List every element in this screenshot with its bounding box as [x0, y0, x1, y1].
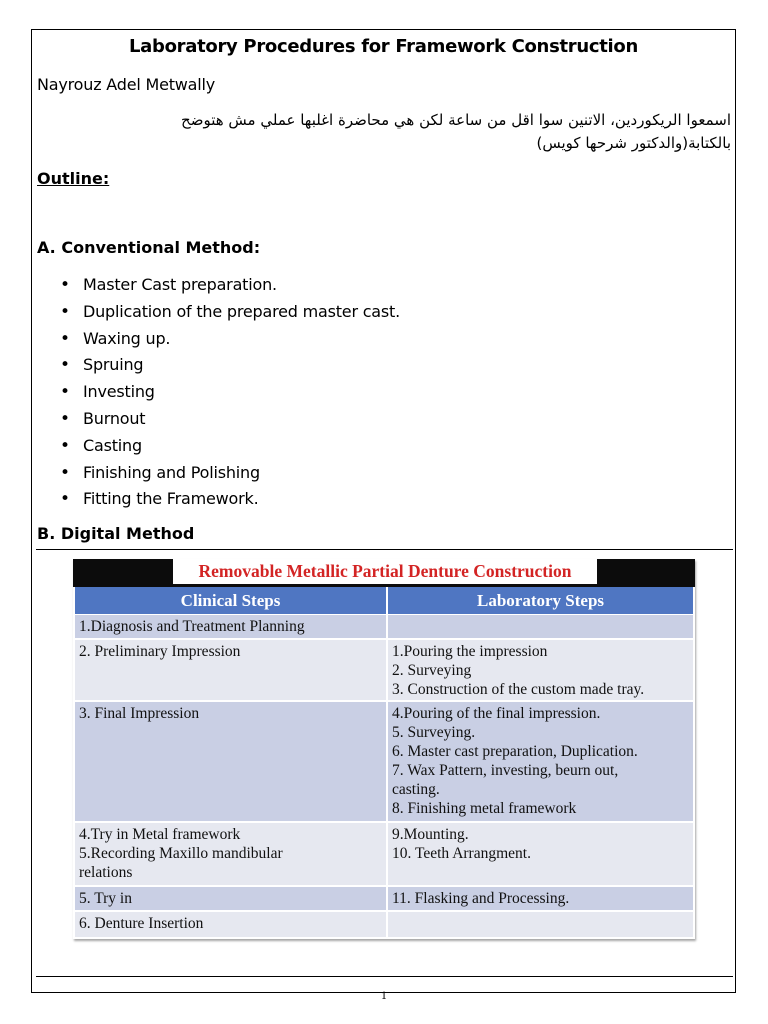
cell-line: 5. Try in — [79, 890, 132, 907]
cell-line: 4.Pouring of the final impression. — [392, 705, 601, 722]
list-item: • Investing — [0, 381, 400, 408]
cell-line: 4.Try in Metal framework — [79, 826, 241, 843]
cell-line: 5.Recording Maxillo mandibular — [79, 845, 283, 862]
table-row — [75, 640, 693, 700]
cell-line: 8. Finishing metal framework — [392, 800, 577, 817]
laboratory-cell — [388, 887, 693, 910]
list-item: • Waxing up. — [0, 328, 400, 355]
figure-title: Removable Metallic Partial Denture Construction — [173, 559, 597, 584]
table-row — [75, 615, 693, 638]
author-name: Nayrouz Adel Metwally — [37, 75, 216, 94]
table-row — [75, 912, 693, 937]
cell-line: 7. Wax Pattern, investing, beurn out, — [392, 762, 619, 779]
cell-line: 11. Flasking and Processing. — [392, 890, 570, 907]
figure-header-bar — [73, 559, 695, 587]
section-a-heading: A. Conventional Method: — [37, 238, 261, 257]
list-item: • Finishing and Polishing — [0, 462, 400, 489]
column-header-clinical: Clinical Steps — [75, 587, 386, 614]
conventional-method-list — [0, 274, 400, 515]
arabic-note-line-1: اسمعوا الريكوردين، الاتنين سوا اقل من ساعة لكن هي محاضرة اغلبها عملي مش هتوضح — [181, 111, 731, 129]
clinical-cell — [75, 640, 386, 700]
cell-line: 3. Final Impression — [79, 705, 200, 722]
section-b-heading: B. Digital Method — [37, 524, 195, 543]
cell-line: 10. Teeth Arrangment. — [392, 845, 531, 862]
list-item: • Master Cast preparation. — [0, 274, 400, 301]
laboratory-cell — [388, 702, 693, 821]
cell-line: 3. Construction of the custom made tray. — [392, 681, 645, 698]
laboratory-cell — [388, 615, 693, 638]
table-row — [75, 823, 693, 885]
list-item: • Fitting the Framework. — [0, 488, 400, 515]
clinical-cell — [75, 887, 386, 910]
cell-line: 2. Surveying — [392, 662, 472, 679]
laboratory-cell — [388, 823, 693, 885]
horizontal-rule — [36, 549, 733, 550]
column-header-laboratory: Laboratory Steps — [388, 587, 693, 614]
cell-line: relations — [79, 864, 133, 881]
clinical-cell — [75, 615, 386, 638]
table-row — [75, 702, 693, 821]
laboratory-cell — [388, 640, 693, 700]
list-item: • Burnout — [0, 408, 400, 435]
cell-line: 1.Diagnosis and Treatment Planning — [79, 618, 305, 635]
cell-line: casting. — [392, 781, 440, 798]
list-item: • Duplication of the prepared master cast. — [0, 301, 400, 328]
clinical-cell — [75, 702, 386, 821]
table-row — [75, 887, 693, 910]
cell-line: 2. Preliminary Impression — [79, 643, 241, 660]
clinical-cell — [75, 823, 386, 885]
cell-line: 6. Denture Insertion — [79, 915, 204, 932]
cell-line: 1.Pouring the impression — [392, 643, 548, 660]
list-item: • Spruing — [0, 354, 400, 381]
list-item: • Casting — [0, 435, 400, 462]
clinical-cell — [75, 912, 386, 937]
outline-heading: Outline: — [37, 169, 110, 188]
denture-construction-figure — [73, 559, 695, 939]
document-title: Laboratory Procedures for Framework Construction — [128, 36, 639, 57]
cell-line: 5. Surveying. — [392, 724, 476, 741]
cell-line: 9.Mounting. — [392, 826, 469, 843]
laboratory-cell — [388, 912, 693, 937]
arabic-note-line-2: بالكتابة(والدكتور شرحها كويس) — [536, 134, 731, 152]
page-number: 1 — [380, 991, 388, 1002]
footer-rule — [36, 976, 733, 977]
cell-line: 6. Master cast preparation, Duplication. — [392, 743, 638, 760]
